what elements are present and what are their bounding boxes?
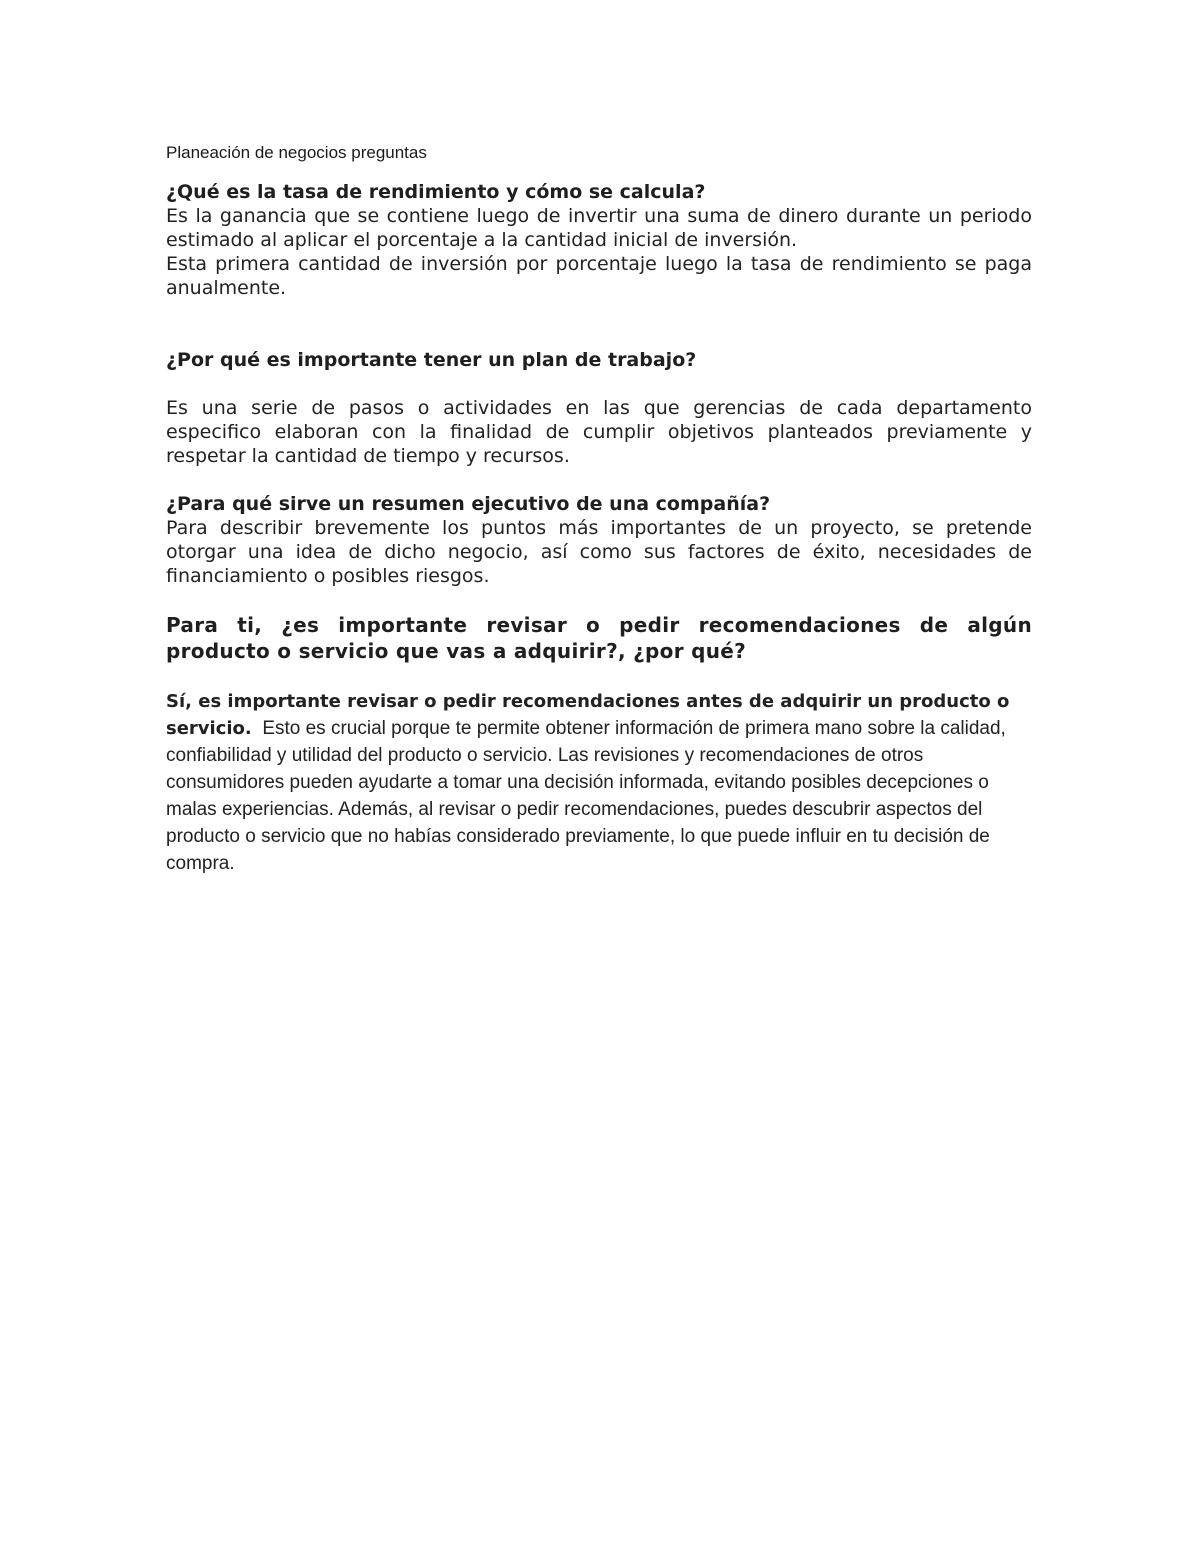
section-plan-trabajo bbox=[166, 348, 1032, 468]
spacer bbox=[166, 468, 1032, 492]
section-resumen-ejecutivo bbox=[166, 492, 1032, 588]
spacer bbox=[166, 664, 1032, 688]
document-title: Planeación de negocios preguntas bbox=[166, 143, 427, 162]
question-heading: ¿Por qué es importante tener un plan de trabajo? bbox=[166, 349, 697, 371]
spacer bbox=[166, 300, 1032, 348]
question-heading: ¿Para qué sirve un resumen ejecutivo de una compañía? bbox=[166, 493, 771, 515]
spacer bbox=[166, 588, 1032, 612]
document-body bbox=[166, 140, 1032, 877]
answer-text: Esto es crucial porque te permite obtener información de primera mano sobre la calidad, confiabilidad y utilidad del producto o servicio. Las revisiones y recomendaciones de otros consumidores pueden ayudarte a tomar una decisión informada, evitando posibles decepciones o malas experiencias. Además, al revisar o pedir recomendaciones, puedes descubrir aspectos del producto o servicio que no habías considerado previamente, lo que puede influir en tu decisión de compra. bbox=[166, 718, 1006, 874]
section-tasa-rendimiento bbox=[166, 180, 1032, 300]
answer-paragraph: Es la ganancia que se contiene luego de invertir una suma de dinero durante un periodo estimado al aplicar el porcentaje a la cantidad inicial de inversión. bbox=[166, 205, 1032, 251]
answer-paragraph: Esta primera cantidad de inversión por porcentaje luego la tasa de rendimiento se paga anualmente. bbox=[166, 253, 1032, 299]
question-heading: ¿Qué es la tasa de rendimiento y cómo se calcula? bbox=[166, 181, 706, 203]
spacer bbox=[166, 372, 1032, 396]
answer-emphasis: Sí, es importante revisar o pedir recomendaciones antes de adquirir un producto o servicio. bbox=[166, 691, 1010, 739]
question-heading: Para ti, ¿es importante revisar o pedir recomendaciones de algún producto o servicio que vas a adquirir?, ¿por qué? bbox=[166, 613, 1032, 663]
answer-paragraph bbox=[166, 688, 1032, 877]
answer-paragraph: Es una serie de pasos o actividades en las que gerencias de cada departamento especifico elaboran con la finalidad de cumplir objetivos planteados previamente y respetar la cantidad de tiempo y recursos. bbox=[166, 397, 1032, 467]
answer-paragraph: Para describir brevemente los puntos más importantes de un proyecto, se pretende otorgar una idea de dicho negocio, así como sus factores de éxito, necesidades de financiamiento o posibles riesgos. bbox=[166, 517, 1032, 587]
section-recomendaciones bbox=[166, 612, 1032, 877]
